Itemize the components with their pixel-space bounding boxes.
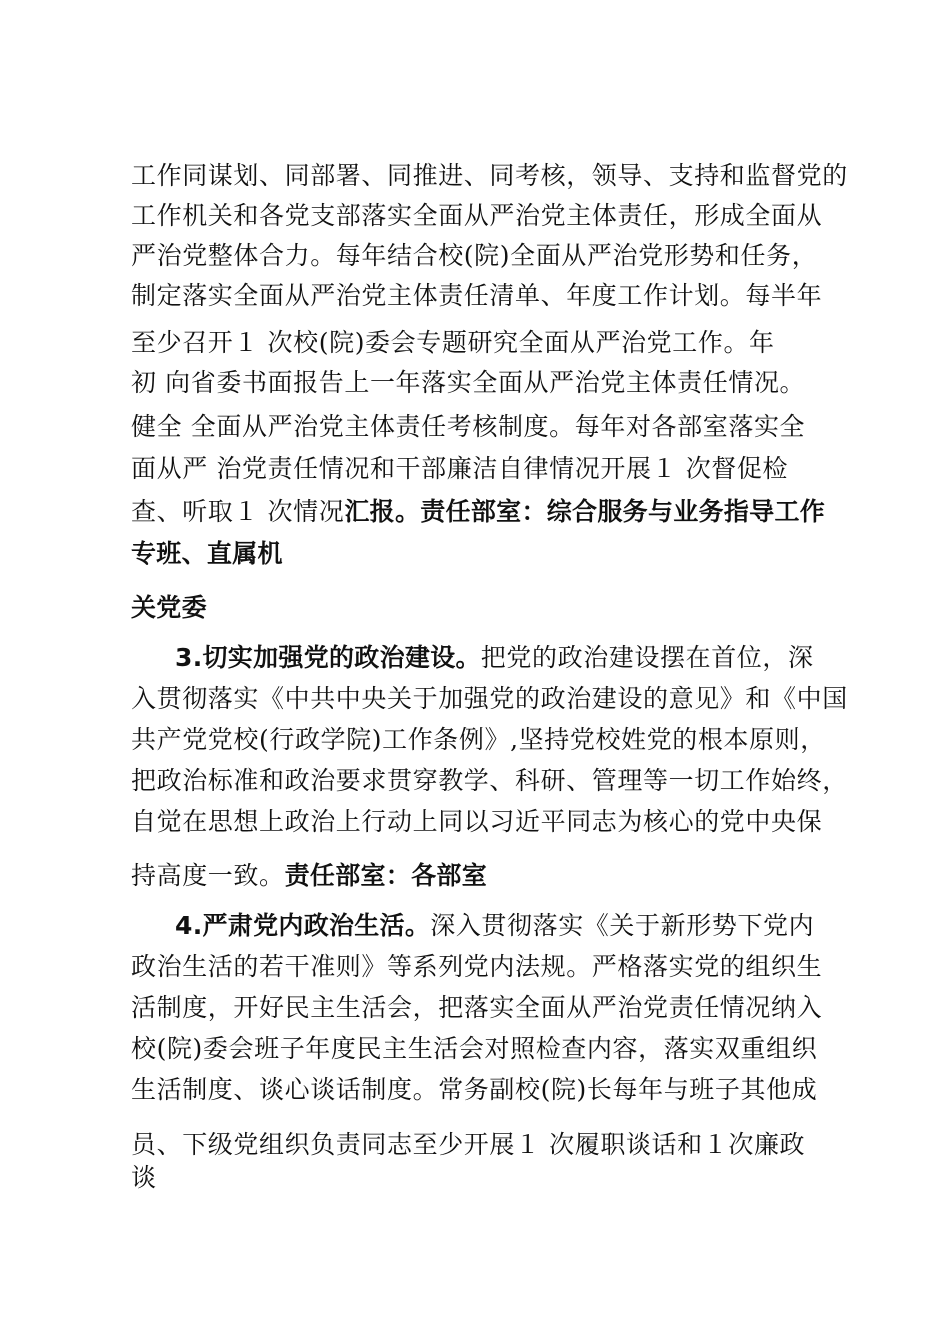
text-line: 严治党整体合力。每年结合校(院)全面从严治党形势和任务， xyxy=(131,241,818,270)
text-line: 共产党党校(行政学院)工作条例》,坚持党校姓党的根本原则， xyxy=(131,725,826,754)
text-line: 工作机关和各党支部落实全面从严治党主体责任，形成全面从 xyxy=(131,201,823,230)
text-line: 把政治标准和政治要求贯穿教学、科研、管理等一切工作始终， xyxy=(131,766,848,795)
section-4-heading-line: 4.严肃党内政治生活。深入贯彻落实《关于新形势下党内 xyxy=(175,911,815,940)
text-line: 关党委 xyxy=(131,593,207,622)
text-line: 活制度，开好民主生活会，把落实全面从严治党责任情况纳入 xyxy=(131,993,823,1022)
text-line: 谈 xyxy=(131,1163,157,1192)
text-line: 制定落实全面从严治党主体责任清单、年度工作计划。每半年 xyxy=(131,281,823,310)
text-line: 生活制度、谈心谈话制度。常务副校(院)长每年与班子其他成 xyxy=(131,1075,818,1104)
section-4-heading: 4.严肃党内政治生活。 xyxy=(175,911,431,940)
text-line: 工作同谋划、同部署、同推进、同考核，领导、支持和监督党的 xyxy=(131,161,848,190)
text-line: 专班、直属机 xyxy=(131,539,283,568)
text-line: 校(院)委会班子年度民主生活会对照检查内容，落实双重组织 xyxy=(131,1034,818,1063)
text-line: 健全 全面从严治党主体责任考核制度。每年对各部室落实全 xyxy=(131,412,806,441)
text-line: 入贯彻落实《中共中央关于加强党的政治建设的意见》和《中国 xyxy=(131,684,848,713)
text-line: 政治生活的若干准则》等系列党内法规。严格落实党的组织生 xyxy=(131,952,823,981)
text-line: 至少召开１ 次校(院)委会专题研究全面从严治党工作。年 xyxy=(131,328,775,357)
text-line: 持高度一致。责任部室：各部室 xyxy=(131,861,488,890)
section-3-heading: 3.切实加强党的政治建设。 xyxy=(175,643,481,672)
responsible-dept-label: 汇报。责任部室：综合服务与业务指导工作 xyxy=(344,497,826,526)
responsible-dept-label: 责任部室：各部室 xyxy=(284,861,488,890)
text-line: 初 向省委书面报告上一年落实全面从严治党主体责任情况。 xyxy=(131,368,806,397)
text-line: 自觉在思想上政治上行动上同以习近平同志为核心的党中央保 xyxy=(131,807,823,836)
text-line: 员、下级党组织负责同志至少开展１ 次履职谈话和１次廉政 xyxy=(131,1130,806,1159)
text-line: 面从严 治党责任情况和干部廉洁自律情况开展１ 次督促检 xyxy=(131,454,789,483)
section-3-heading-line: 3.切实加强党的政治建设。把党的政治建设摆在首位，深 xyxy=(175,643,814,672)
text-line: 查、听取１ 次情况汇报。责任部室：综合服务与业务指导工作 xyxy=(131,497,826,526)
